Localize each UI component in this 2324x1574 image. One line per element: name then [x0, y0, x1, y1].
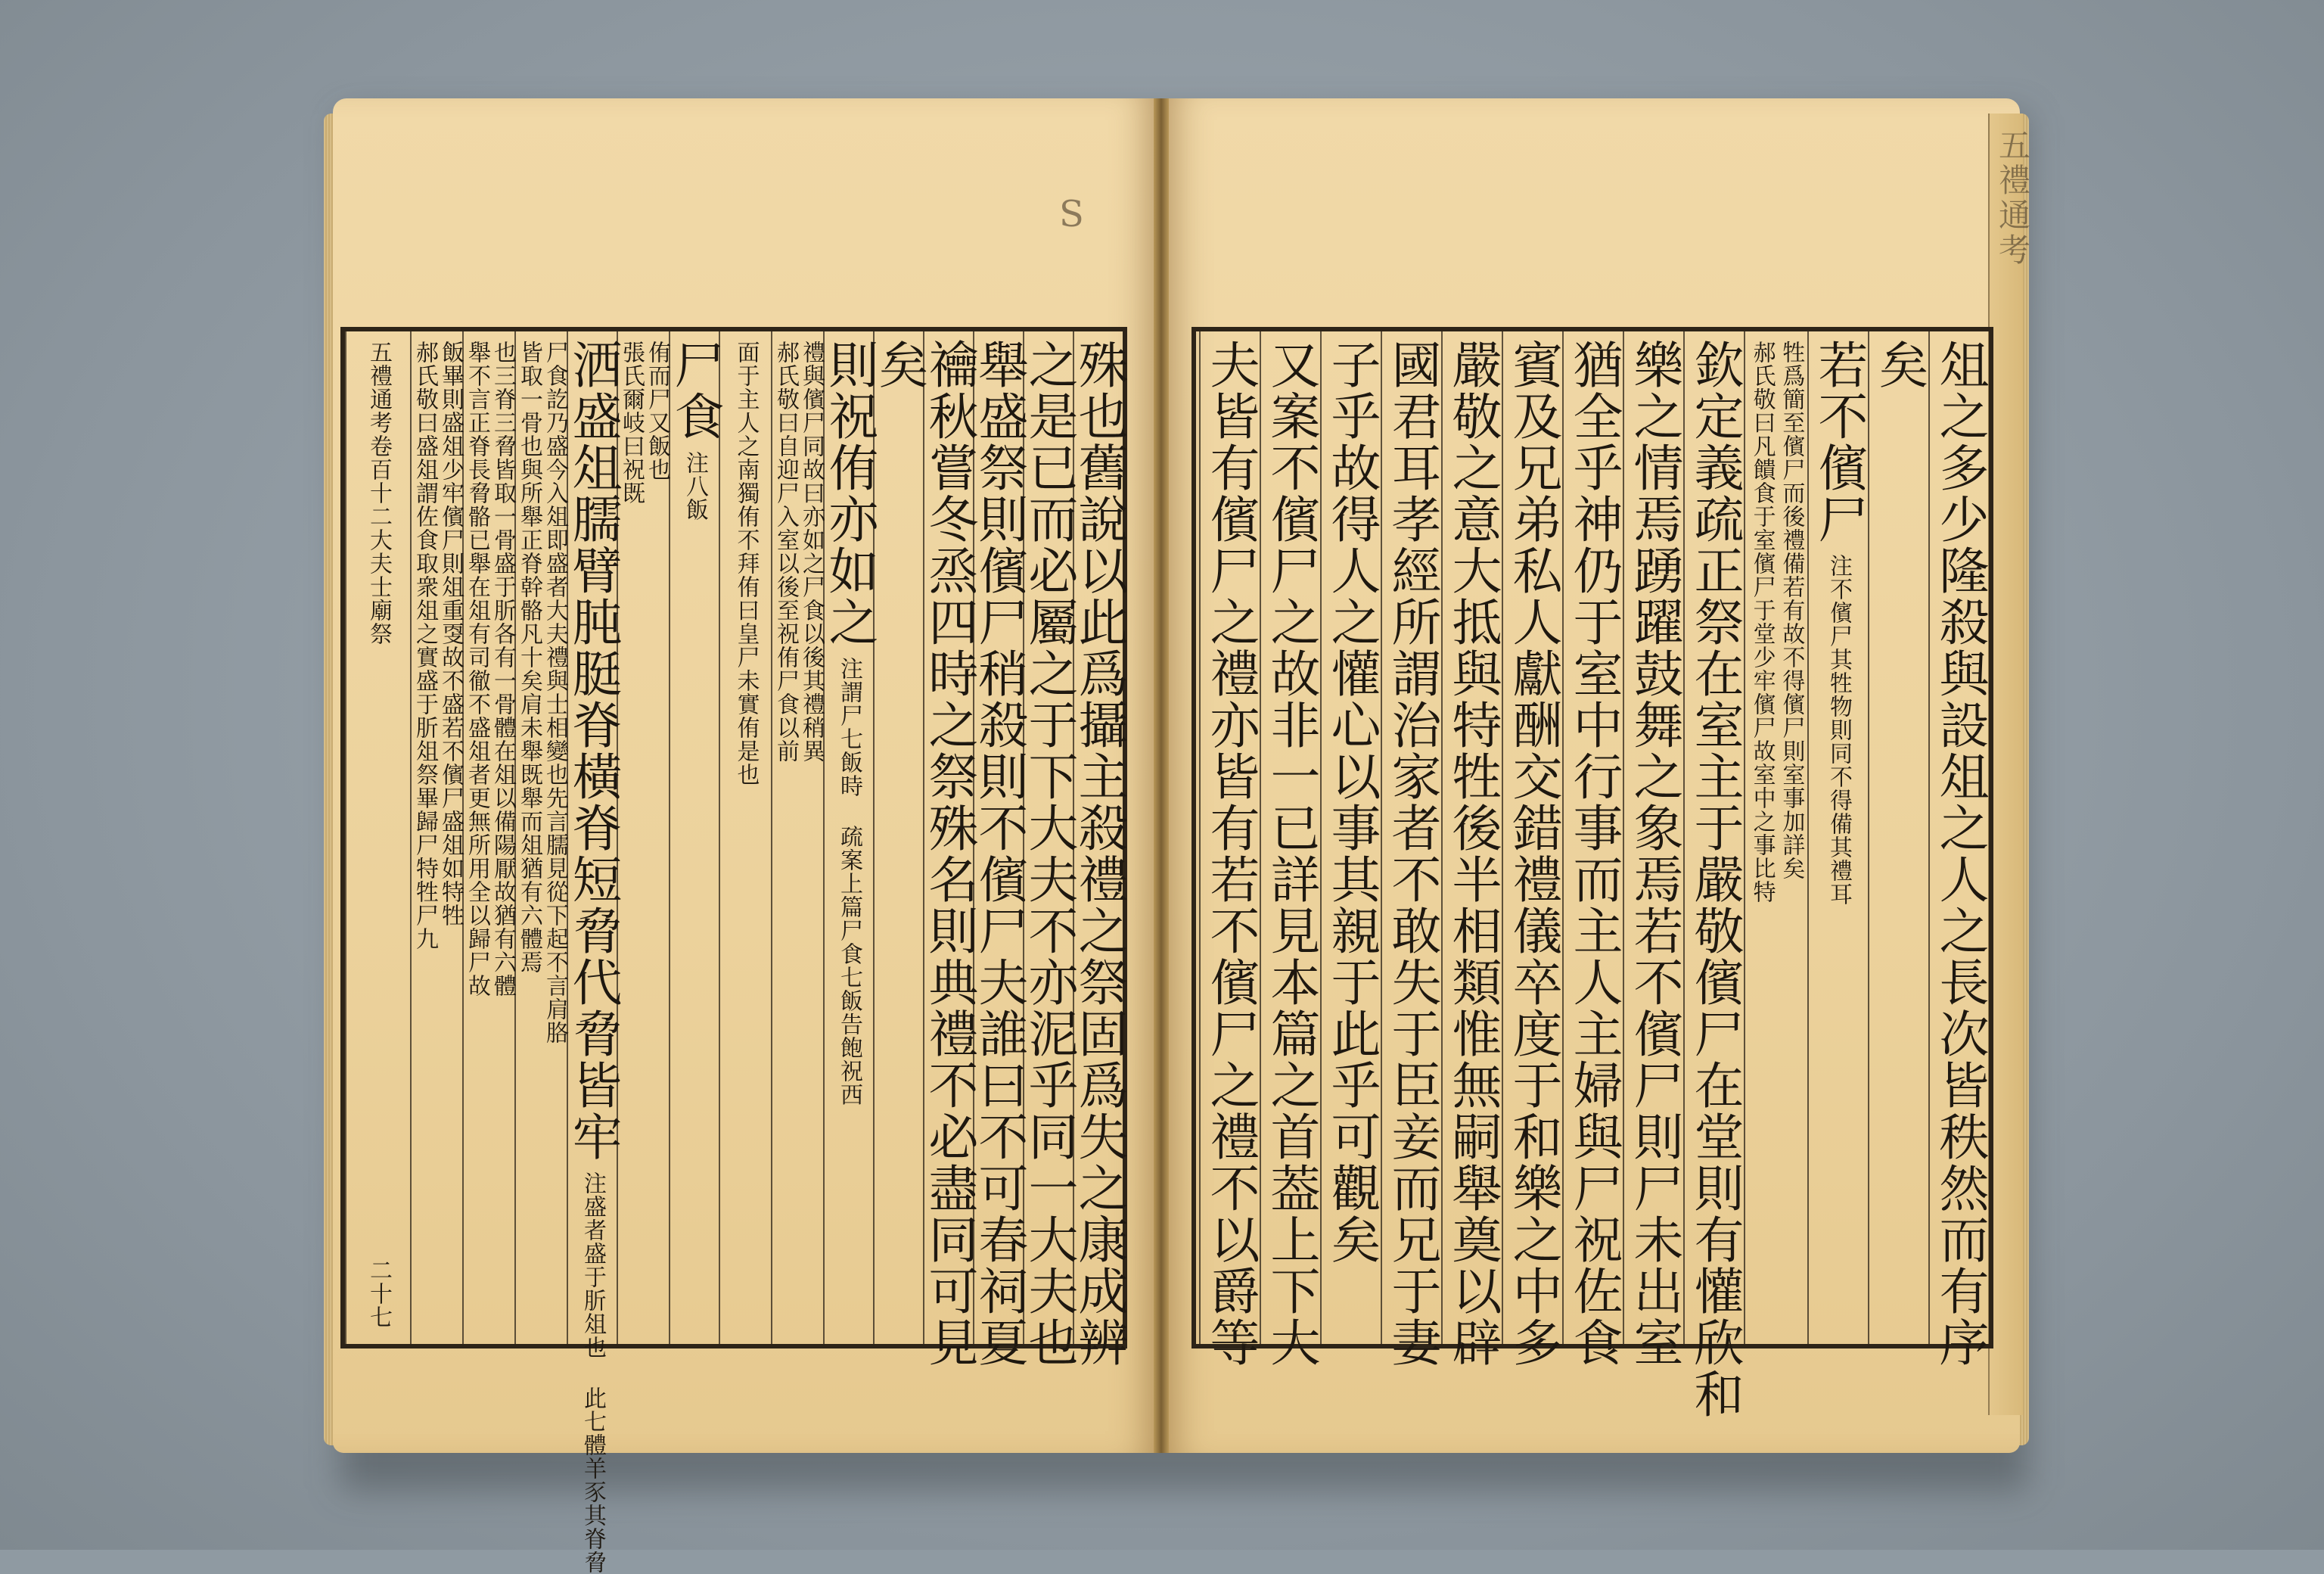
- annotation-note: 注八飯: [682, 451, 708, 521]
- text-column: [617, 331, 669, 1344]
- main-text: 嚴敬之意大抵與特牲後半相類惟無嗣舉奠以辟: [1443, 339, 1502, 1368]
- book-gutter: [1154, 98, 1169, 1453]
- commentary-text: 舉不言正脊長脅骼已舉在俎有司徹不盛俎者更無所用全以歸尸故: [464, 341, 490, 997]
- main-text: 尸食: [666, 339, 724, 442]
- annotation-note: 注不儐尸其牲物則同不得備其禮耳: [1825, 554, 1852, 906]
- commentary-text: 張氏爾岐曰祝既: [618, 341, 645, 505]
- commentary-text: 面于主人之南獨侑不拜侑曰皇尸未實侑是也: [732, 341, 760, 786]
- text-column: [462, 331, 514, 1344]
- annotation-note: 注謂尸七飯時 疏案上篇尸食七飯告飽祝西: [836, 657, 862, 1106]
- text-column: [1683, 331, 1744, 1420]
- main-text: 殊也舊說以此爲攝主殺禮之祭固爲失之康成辨: [1070, 339, 1128, 1368]
- text-column: [1020, 331, 1078, 1368]
- text-column: [1807, 331, 1868, 1344]
- main-text: 矣: [870, 339, 928, 390]
- main-text: 若不儐尸: [1810, 339, 1868, 545]
- commentary-text: 尸食訖乃盛今入俎即盛者大夫禮與士相變也先言臑見從下起不言肩胳: [542, 341, 568, 1044]
- main-text: 洒盛俎臑臂肫脡脊橫脊短脅代脅皆牢: [564, 339, 622, 1162]
- text-column: [1868, 331, 1928, 1344]
- text-column: [564, 331, 622, 1574]
- commentary-text: 郝氏敬曰自迎尸入室以後至祝侑尸食以前: [772, 341, 799, 763]
- main-text: 俎之多少隆殺與設俎之人之長次皆秩然而有序: [1931, 339, 1989, 1368]
- text-column: [1928, 331, 1989, 1368]
- main-text: 舉盛祭則儐尸稍殺則不儐尸夫誰曰不可春祠夏: [970, 339, 1028, 1368]
- text-column: [820, 331, 878, 1344]
- commentary-text: 飯畢則盛俎少牢儐尸則俎重㪅故不盛若不儐尸盛俎如特牲: [437, 341, 464, 927]
- main-text: 子乎故得人之懽心以事其親于此乎可觀矣: [1322, 339, 1381, 1265]
- main-text: 欽定義疏正祭在室主于嚴敬儐尸在堂則有懽欣和: [1686, 339, 1744, 1420]
- text-column: [920, 331, 978, 1368]
- commentary-text: 也三脊三脅皆取一骨盛于肵各有一骨體在俎以備陽厭故猶有六體: [489, 341, 516, 997]
- main-text: 夫皆有儐尸之禮亦皆有若不儐尸之禮不以爵等: [1201, 339, 1260, 1368]
- text-column: [1320, 331, 1381, 1344]
- right-page-text-frame: [1192, 327, 1993, 1420]
- main-text: 又案不儐尸之故非一已詳見本篇之首葢上下大: [1262, 339, 1320, 1368]
- text-column: [1562, 331, 1623, 1368]
- main-text: 國君耳孝經所謂治家者不敢失于臣妾而兄于妻: [1383, 339, 1441, 1368]
- text-column: [1070, 331, 1128, 1368]
- main-text: 禴秋嘗冬烝四時之祭殊名則典禮不必盡同可見: [920, 339, 978, 1368]
- text-column: [1441, 331, 1502, 1368]
- main-text: 之是已而必屬之于下大夫不亦泥乎同一大夫也: [1020, 339, 1078, 1368]
- main-text: 猶全乎神仍于室中行事而主人主婦與尸祝佐食: [1564, 339, 1623, 1368]
- text-column: [1199, 331, 1260, 1368]
- text-column: [1502, 331, 1562, 1368]
- commentary-text: 牲爲簡至儐尸而後禮備若有故不得儐尸則室事加詳矣: [1778, 341, 1805, 880]
- fold-center-strip: [345, 331, 410, 1344]
- text-column: [870, 331, 928, 1344]
- main-text: 則祝侑亦如之: [820, 339, 878, 648]
- text-column: [1260, 331, 1320, 1368]
- text-column: [514, 331, 567, 1344]
- main-text: 矣: [1870, 339, 1928, 390]
- right-fold-title: 五禮通考: [1994, 129, 2031, 268]
- text-column: [970, 331, 1028, 1368]
- text-column: [1623, 331, 1683, 1368]
- text-column: [771, 331, 823, 1344]
- annotation-note: 注盛者盛于肵俎也 此七體羊豕其脊脅: [579, 1171, 606, 1574]
- left-page-text-frame: [340, 327, 1128, 1574]
- page-number: 二十七: [365, 1258, 392, 1329]
- commentary-text: 郝氏敬曰盛俎謂佐食取衆俎之實盛于肵俎祭畢歸尸特牲尸九: [412, 341, 438, 950]
- text-column: [666, 331, 724, 1344]
- commentary-text: 禮與儐尸同故曰亦如之尸食以後其禮稍異: [798, 341, 825, 763]
- commentary-text: 侑而尸又飯也: [644, 341, 670, 481]
- commentary-text: 皆取一骨也與所舉正脊幹骼凡十矣肩未舉既舉而俎猶有六體焉: [516, 341, 542, 974]
- commentary-text: 郝氏敬曰凡饋食于室儐尸于堂少牢儐尸故室中之事比特: [1748, 341, 1776, 904]
- main-text: 賓及兄弟私人獻酬交錯禮儀卒度于和樂之中多: [1504, 339, 1562, 1368]
- text-column: [410, 331, 462, 1344]
- text-column: [719, 331, 771, 1344]
- main-text: 樂之情焉踴躍鼓舞之象焉若不儐尸則尸未出室: [1625, 339, 1683, 1368]
- fold-title: 五禮通考卷百十二大夫士廟祭: [365, 341, 392, 645]
- margin-mark: S: [1059, 193, 1084, 235]
- text-column: [1744, 331, 1807, 1344]
- text-column: [1381, 331, 1441, 1368]
